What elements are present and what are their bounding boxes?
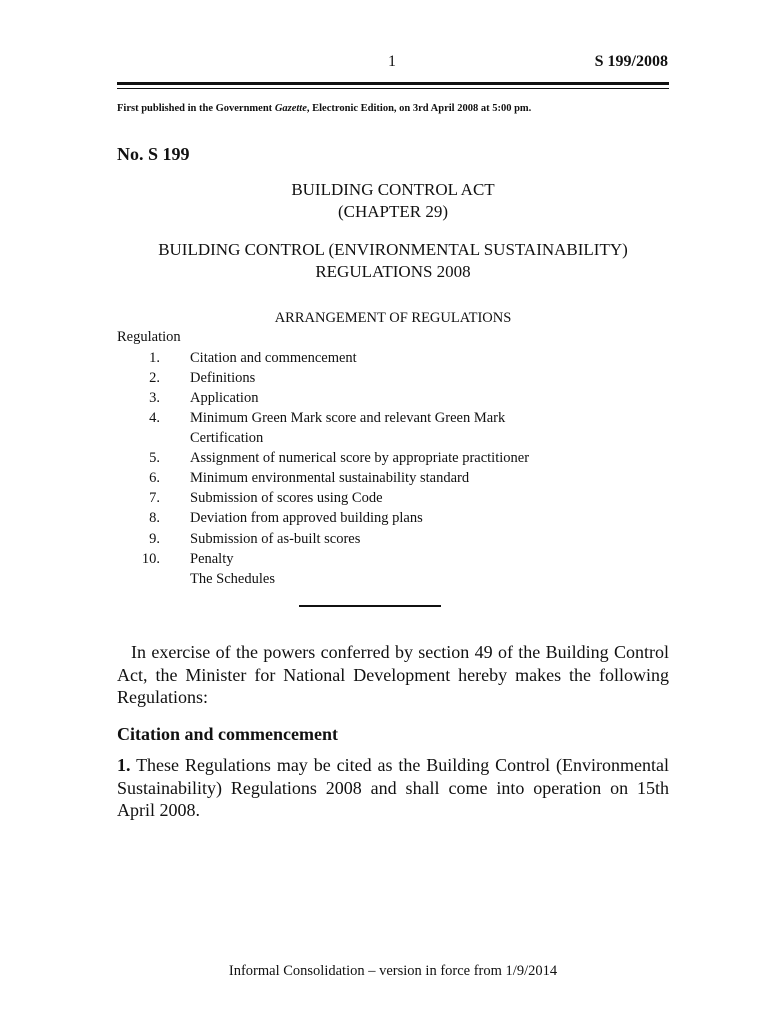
toc-item-text: Application — [190, 390, 259, 406]
section-divider — [299, 605, 441, 607]
header-rule-thick — [117, 82, 669, 85]
toc-item-number: 6. — [149, 470, 160, 486]
gazette-number: S 199/2008 — [594, 53, 668, 70]
publication-gazette-word: Gazette — [274, 103, 307, 114]
arrangement-heading: ARRANGEMENT OF REGULATIONS — [274, 310, 512, 326]
footer-consolidation-note: Informal Consolidation – version in force from 1/9/2014 — [228, 963, 558, 979]
toc-item-text: Definitions — [190, 370, 256, 386]
regulations-title-line2: REGULATIONS 2008 — [315, 262, 471, 281]
toc-item-number: 4. — [149, 410, 160, 426]
section-heading: Citation and commencement — [117, 724, 338, 744]
regulations-title-line1: BUILDING CONTROL (ENVIRONMENTAL SUSTAINABILITY) — [158, 240, 628, 259]
publication-note — [117, 103, 531, 114]
notice-number: No. S 199 — [117, 144, 190, 164]
toc-item-number: 1. — [149, 350, 160, 366]
toc-item-number: 2. — [149, 370, 160, 386]
toc-item-number: 7. — [149, 490, 160, 506]
toc-item-text: Minimum environmental sustainability standard — [190, 470, 470, 486]
regulation-1-number: 1. — [117, 755, 131, 775]
toc-item-number: 9. — [149, 531, 160, 547]
regulation-column-label: Regulation — [117, 329, 181, 345]
toc-item-number: 8. — [149, 510, 160, 526]
toc-item-text: The Schedules — [190, 571, 275, 587]
toc-item-text: Certification — [190, 430, 264, 446]
toc-item-text: Deviation from approved building plans — [190, 510, 423, 526]
toc-item-number: 5. — [149, 450, 160, 466]
regulation-1-text: These Regulations may be cited as the Building Control (Environmental Sustainability) Regulations 2008 and shall come into operation on 15th April 2008. — [117, 755, 669, 820]
toc-item-text: Submission of scores using Code — [190, 490, 383, 506]
publication-suffix: , Electronic Edition, on 3rd April 2008 at 5:00 pm. — [306, 103, 532, 114]
toc-item-number: 3. — [149, 390, 160, 406]
publication-prefix: First published in the Government — [117, 103, 275, 114]
toc-item-text: Assignment of numerical score by appropriate practitioner — [190, 450, 530, 466]
toc-item-text: Minimum Green Mark score and relevant Green Mark — [190, 410, 506, 426]
act-chapter: (CHAPTER 29) — [337, 202, 449, 221]
toc-item-text: Submission of as-built scores — [190, 531, 361, 547]
enacting-clause: In exercise of the powers conferred by section 49 of the Building Control Act, the Minister for National Development hereby makes the following Regulations: — [117, 642, 669, 707]
toc-item-text: Penalty — [190, 551, 234, 567]
regulation-1-paragraph — [117, 754, 669, 822]
header-rule-thin — [117, 88, 669, 89]
act-title: BUILDING CONTROL ACT — [291, 180, 495, 199]
page-number: 1 — [388, 53, 396, 70]
toc-item-number: 10. — [141, 551, 160, 567]
toc-item-text: Citation and commencement — [190, 350, 357, 366]
